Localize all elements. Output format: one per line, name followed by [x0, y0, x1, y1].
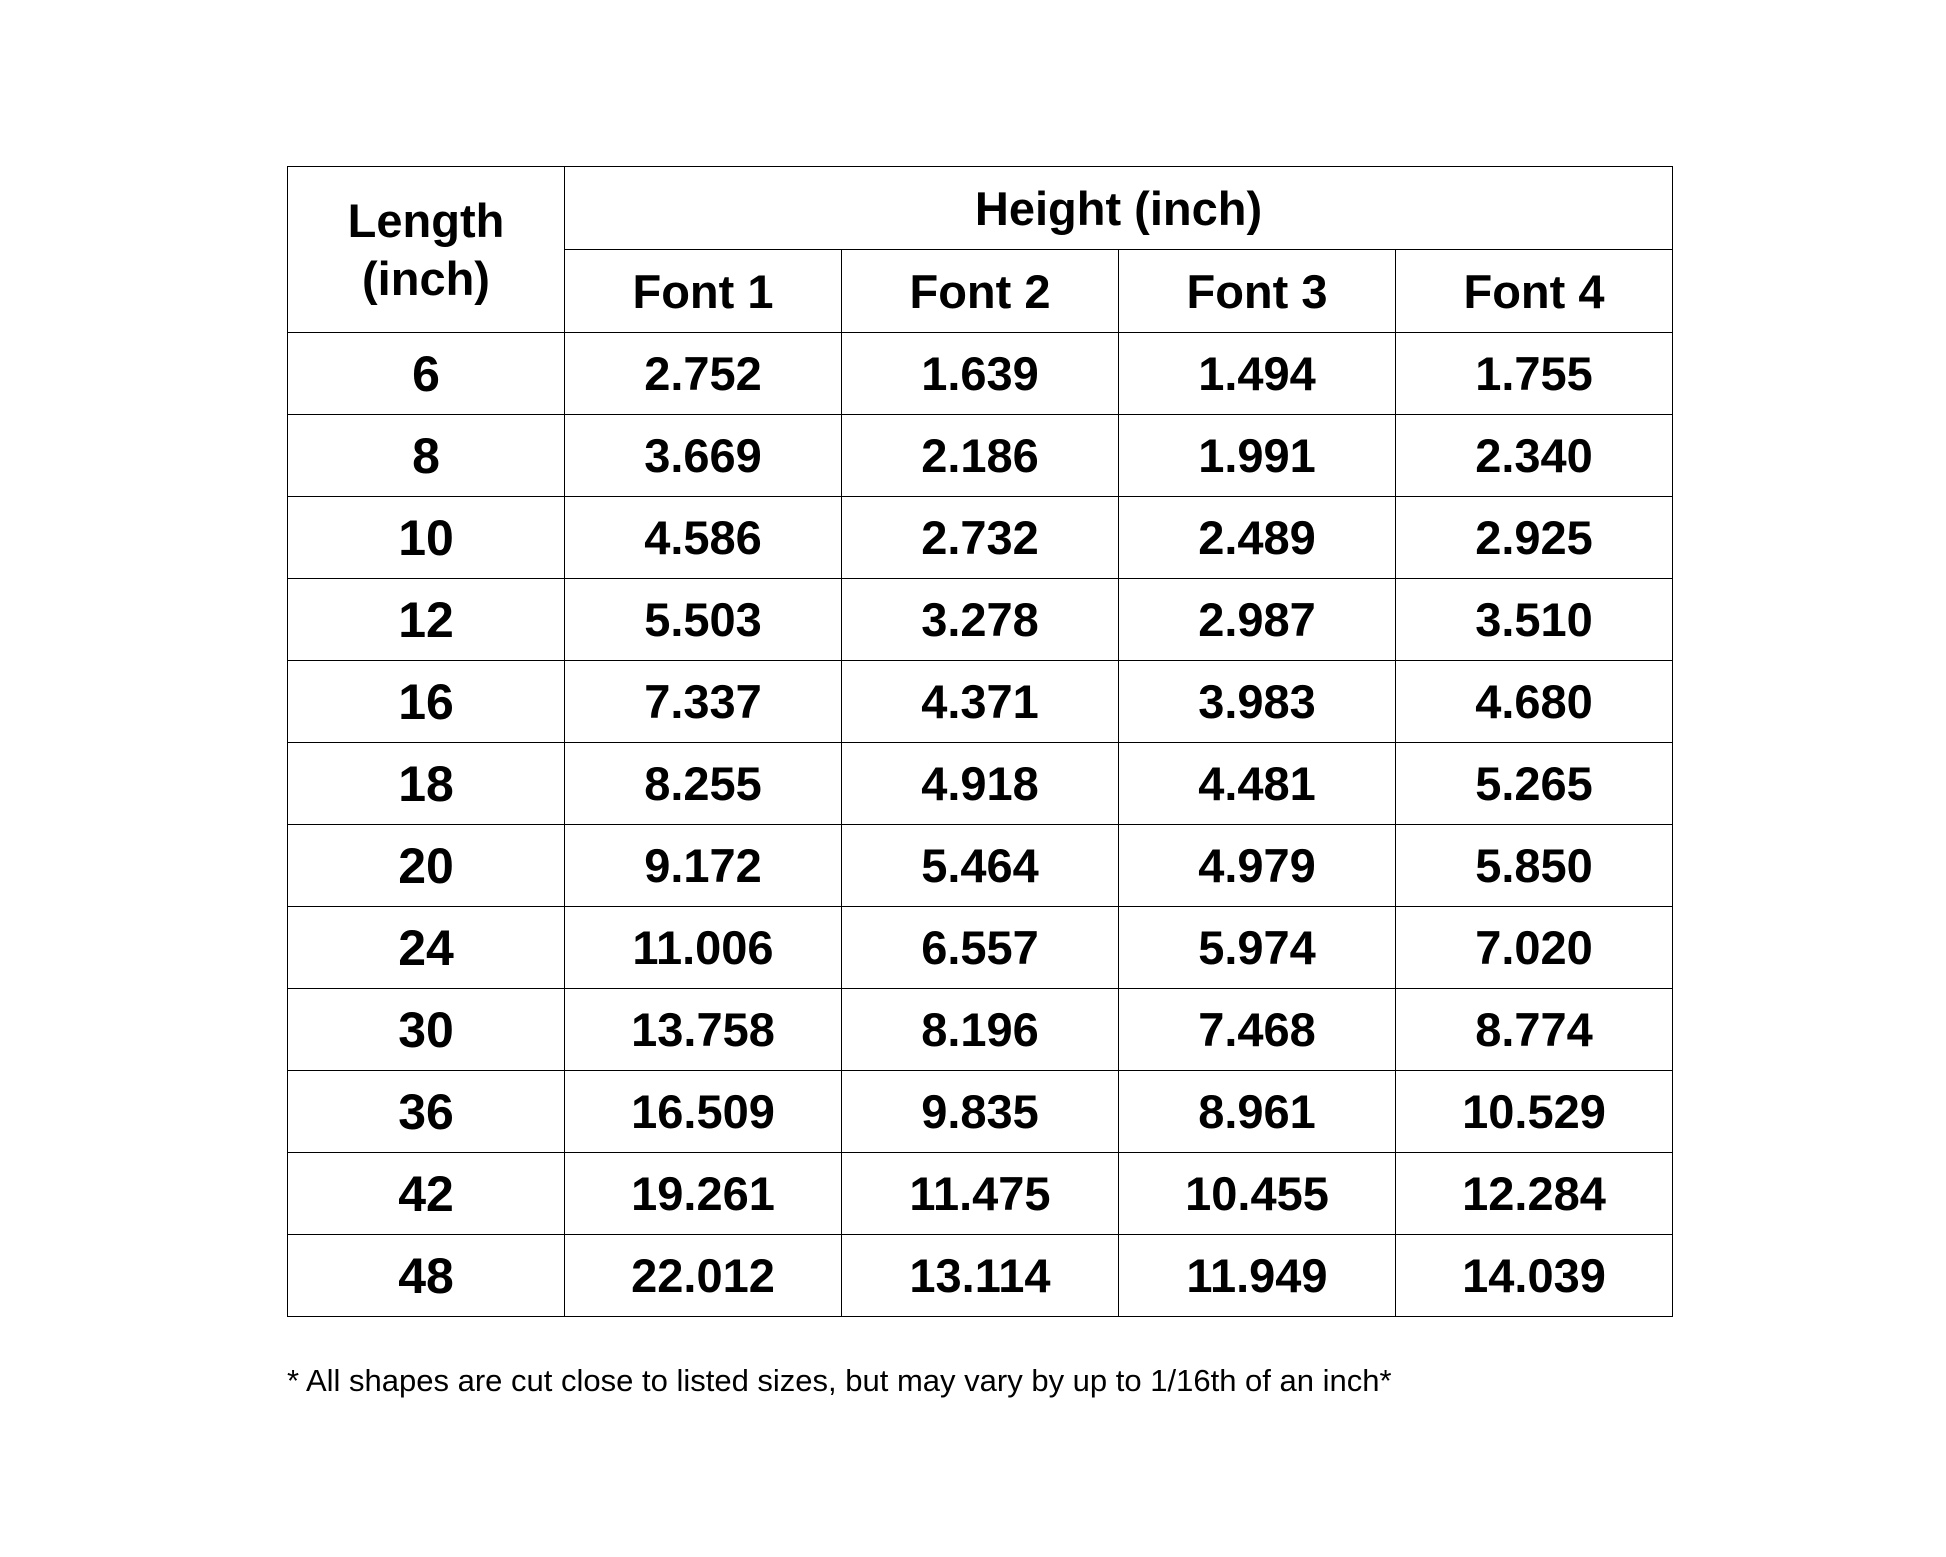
length-header-line-1: Length	[347, 193, 505, 247]
font-3-header: Font 3	[1119, 250, 1396, 333]
length-cell: 20	[288, 825, 565, 907]
table-row	[288, 497, 1673, 579]
font-1-height-cell: 3.669	[565, 415, 842, 497]
font-1-height-cell: 7.337	[565, 661, 842, 743]
font-3-height-cell: 11.949	[1119, 1235, 1396, 1317]
font-1-height-cell: 13.758	[565, 989, 842, 1071]
font-4-height-cell: 8.774	[1396, 989, 1673, 1071]
table-row	[288, 661, 1673, 743]
font-4-height-cell: 5.850	[1396, 825, 1673, 907]
font-4-height-cell: 1.755	[1396, 333, 1673, 415]
font-4-height-cell: 3.510	[1396, 579, 1673, 661]
table-row	[288, 415, 1673, 497]
font-2-height-cell: 3.278	[842, 579, 1119, 661]
length-cell: 36	[288, 1071, 565, 1153]
font-4-height-cell: 10.529	[1396, 1071, 1673, 1153]
footnote: * All shapes are cut close to listed sizes, but may vary by up to 1/16th of an inch*	[287, 1363, 1392, 1398]
length-cell: 16	[288, 661, 565, 743]
font-2-height-cell: 8.196	[842, 989, 1119, 1071]
font-3-height-cell: 4.979	[1119, 825, 1396, 907]
length-cell: 42	[288, 1153, 565, 1235]
font-4-height-cell: 4.680	[1396, 661, 1673, 743]
table-row	[288, 1071, 1673, 1153]
font-4-height-cell: 2.925	[1396, 497, 1673, 579]
font-4-header: Font 4	[1396, 250, 1673, 333]
table-row	[288, 579, 1673, 661]
font-1-height-cell: 9.172	[565, 825, 842, 907]
table-row	[288, 1235, 1673, 1317]
table-header	[288, 167, 1673, 333]
font-4-height-cell: 7.020	[1396, 907, 1673, 989]
font-2-height-cell: 5.464	[842, 825, 1119, 907]
length-cell: 18	[288, 743, 565, 825]
font-2-height-cell: 9.835	[842, 1071, 1119, 1153]
font-2-height-cell: 6.557	[842, 907, 1119, 989]
font-3-height-cell: 2.489	[1119, 497, 1396, 579]
font-3-height-cell: 5.974	[1119, 907, 1396, 989]
font-1-height-cell: 11.006	[565, 907, 842, 989]
font-2-header: Font 2	[842, 250, 1119, 333]
font-1-header: Font 1	[565, 250, 842, 333]
font-3-height-cell: 8.961	[1119, 1071, 1396, 1153]
font-2-height-cell: 2.732	[842, 497, 1119, 579]
size-chart-table	[287, 166, 1673, 1317]
font-1-height-cell: 22.012	[565, 1235, 842, 1317]
font-3-height-cell: 10.455	[1119, 1153, 1396, 1235]
length-header-line-2: (inch)	[362, 251, 490, 305]
font-1-height-cell: 8.255	[565, 743, 842, 825]
length-cell: 48	[288, 1235, 565, 1317]
font-3-height-cell: 2.987	[1119, 579, 1396, 661]
table-row	[288, 825, 1673, 907]
font-4-height-cell: 5.265	[1396, 743, 1673, 825]
font-1-height-cell: 5.503	[565, 579, 842, 661]
font-3-height-cell: 4.481	[1119, 743, 1396, 825]
length-cell: 12	[288, 579, 565, 661]
font-2-height-cell: 4.371	[842, 661, 1119, 743]
font-4-height-cell: 14.039	[1396, 1235, 1673, 1317]
font-2-height-cell: 13.114	[842, 1235, 1119, 1317]
table-row	[288, 907, 1673, 989]
font-4-height-cell: 12.284	[1396, 1153, 1673, 1235]
height-group-header: Height (inch)	[565, 167, 1673, 250]
font-2-height-cell: 2.186	[842, 415, 1119, 497]
font-1-height-cell: 2.752	[565, 333, 842, 415]
font-1-height-cell: 16.509	[565, 1071, 842, 1153]
table-row	[288, 989, 1673, 1071]
length-cell: 24	[288, 907, 565, 989]
font-3-height-cell: 7.468	[1119, 989, 1396, 1071]
font-1-height-cell: 4.586	[565, 497, 842, 579]
length-cell: 6	[288, 333, 565, 415]
font-2-height-cell: 11.475	[842, 1153, 1119, 1235]
table-body	[288, 333, 1673, 1317]
length-cell: 10	[288, 497, 565, 579]
font-2-height-cell: 4.918	[842, 743, 1119, 825]
font-3-height-cell: 1.991	[1119, 415, 1396, 497]
length-cell: 30	[288, 989, 565, 1071]
font-3-height-cell: 1.494	[1119, 333, 1396, 415]
header-row-top	[288, 167, 1673, 250]
font-3-height-cell: 3.983	[1119, 661, 1396, 743]
table-row	[288, 743, 1673, 825]
font-4-height-cell: 2.340	[1396, 415, 1673, 497]
table-row	[288, 1153, 1673, 1235]
length-column-header	[288, 167, 565, 333]
length-cell: 8	[288, 415, 565, 497]
font-2-height-cell: 1.639	[842, 333, 1119, 415]
font-1-height-cell: 19.261	[565, 1153, 842, 1235]
table-row	[288, 333, 1673, 415]
